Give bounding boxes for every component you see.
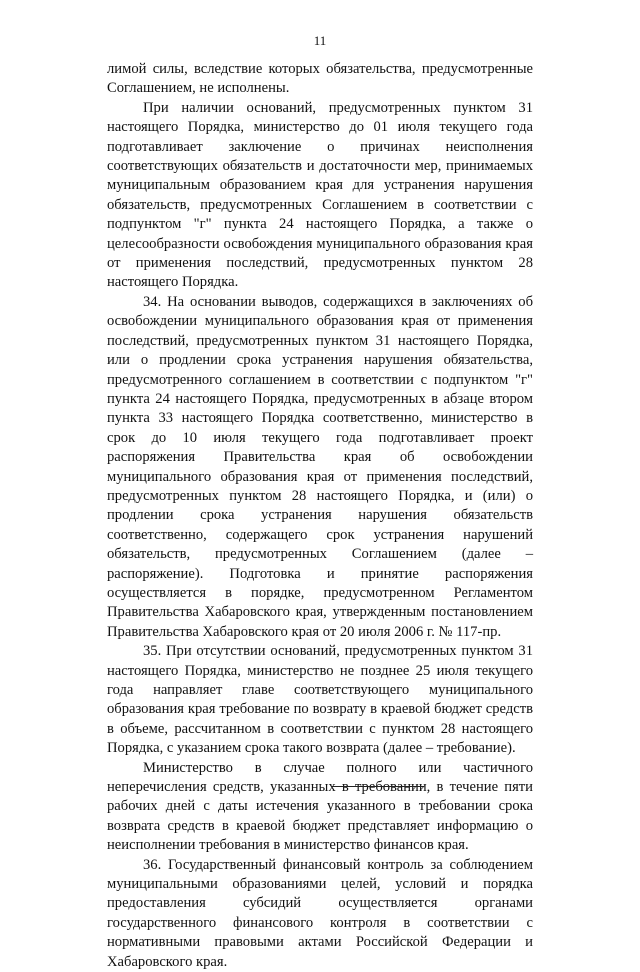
paragraph-item-35: 35. При отсутствии оснований, предусмотренных пунктом 31 настоящего Порядка, министерство не позднее 25 июля текущего года направляет главе соответствующего муниципального образования края требование по возврату в краевой бюджет средств в объеме, рассчитанном в соответствии с пунктом 28 настоящего Порядка, с указанием срока такого возврата (далее – требование). <box>107 643 533 757</box>
document-body <box>107 60 533 972</box>
paragraph-continuation: лимой силы, вследствие которых обязательства, предусмотренные Соглашением, не исполнены. <box>107 61 533 97</box>
paragraph-ministry-non-transfer: Министерство в случае полного или частичного неперечисления средств, указанных в требовании, в течение пяти рабочих дней с даты истечения указанного в требовании срока возврата средств в краевой бюджет представляет информацию о неисполнении требования в министерство финансов края. <box>107 759 533 854</box>
page-number: 11 <box>313 33 327 48</box>
paragraph-item-34: 34. На основании выводов, содержащихся в заключениях об освобождении муниципального образования края от применения последствий, предусмотренных пунктом 31 настоящего Порядка, или о продлении срока устранения нарушения обязательства, предусмотренного соглашением в соответствии с подпунктом "г" пункта 24 настоящего Порядка, предусмотренных в абзаце втором пункта 33 настоящего Порядка соответственно, министерство в срок до 10 июля текущего года подготавливает проект распоряжения Правительства края об освобождении муниципального образования края от применения последствий, предусмотренных пунктом 28 настоящего Порядка, и (или) о продлении срока устранения нарушения обязательств соответственно, содержащего срок устранения нарушений обязательств, предусмотренных Соглашением (далее – распоряжение). Подготовка и принятие распоряжения осуществляется в порядке, предусмотренном Регламентом Правительства Хабаровского края, утвержденным постановлением Правительства Хабаровского края от 20 июля 2006 г. № 117-пр. <box>107 293 533 640</box>
closing-rule <box>331 786 424 787</box>
paragraph-grounds: При наличии оснований, предусмотренных пунктом 31 настоящего Порядка, министерство до 01 июля текущего года подготавливает заключение о причинах неисполнения соответствующих обязательств и достаточности мер, принимаемых муниципальным образованием края для устранения нарушения обязательств, предусмотренных Соглашением в соответствии с подпунктом "г" пункта 24 настоящего Порядка, а также о целесообразности освобождения муниципального образования края от применения последствий, предусмотренных пунктом 28 настоящего Порядка. <box>107 99 533 291</box>
paragraph-item-36: 36. Государственный финансовый контроль за соблюдением муниципальными образованиями целей, условий и порядка предоставления субсидий осуществляется органами государственного финансового контроля в соответствии с нормативными правовыми актами Российской Федерации и Хабаровского края. <box>107 856 533 970</box>
